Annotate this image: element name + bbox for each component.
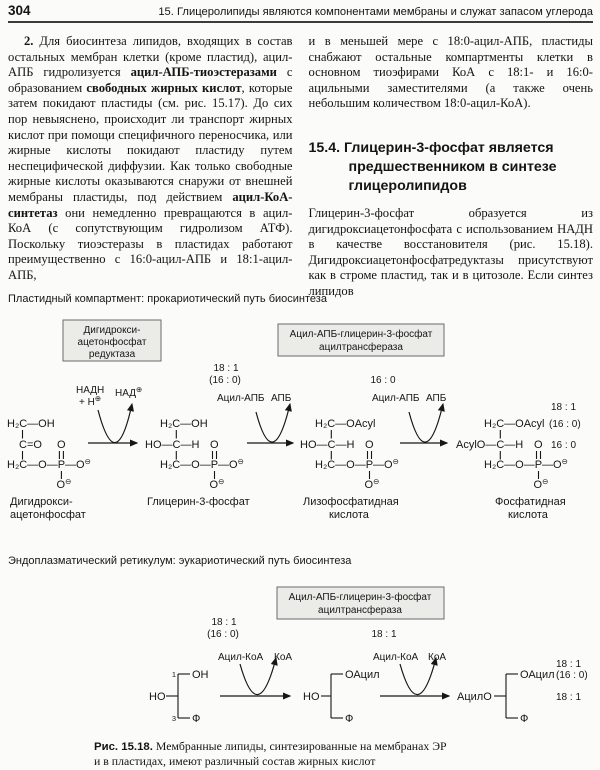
text-columns	[8, 34, 593, 300]
g3p-line4: O⊖	[209, 477, 225, 491]
page-number: 304	[8, 3, 31, 18]
section-heading-line2: предшественником в синтезе	[348, 158, 557, 175]
acyl-coa-in-label: Ацил-КоА	[218, 652, 264, 663]
enzyme-box-dhap-reductase	[63, 320, 161, 361]
svg-text:Дигидрокси-: Дигидрокси-	[83, 325, 141, 336]
left-column	[8, 34, 293, 300]
pa-line1: H₂C—OAcyl	[484, 418, 545, 430]
cofactor-curve-arrow	[98, 404, 132, 443]
structure-pa-shorthand	[457, 659, 588, 725]
pa-name-line2: кислота	[508, 509, 548, 521]
pa-ratio-sn1: (16 : 0)	[549, 419, 581, 430]
structure-lpa	[300, 418, 399, 521]
nadh-label: НАДН	[76, 385, 105, 396]
dhap-name-line1: Дигидрокси-	[10, 496, 73, 508]
enzyme-box-er-acyltransferase	[277, 587, 444, 619]
lpa-line4: O⊖	[364, 477, 380, 491]
g3p-line3: H₂C—O—P—O⊖	[160, 457, 244, 471]
glycerol-phosphate: Ф	[192, 713, 201, 725]
caption-text-line2: и в пластидах, имеют различный состав жирных кислот	[94, 753, 376, 768]
svg-text:ацетонфосфат: ацетонфосфат	[77, 337, 147, 348]
pa-shorthand-bonds	[494, 674, 518, 718]
cofactor-curve-arrow	[240, 658, 276, 695]
dhap-line3: H₂C—O—P—O⊖	[7, 457, 91, 471]
lpa-line2: HO—C—H	[300, 439, 355, 451]
ratio-label: (16 : 0)	[209, 375, 241, 386]
g3p-bonds	[176, 430, 216, 479]
plastid-pathway-diagram	[0, 290, 600, 548]
structure-pa	[456, 402, 581, 521]
coa-out-label: КоА	[274, 652, 293, 663]
carbon-1-number: 1	[171, 670, 176, 679]
monoacyl-phosphate: Ф	[345, 713, 354, 725]
pa-ratio-top: 18 : 1	[551, 402, 577, 413]
acyl-apb-in-label: Ацил-АПБ	[372, 393, 420, 404]
pa-line4: O⊖	[533, 477, 549, 491]
carbon-3-number: 3	[171, 714, 176, 723]
pa-ratio-sn2: 18 : 1	[556, 692, 582, 703]
coa-out-label: КоА	[428, 652, 447, 663]
lpa-name-line2: кислота	[329, 509, 369, 521]
dhap-name-line2: ацетонфосфат	[10, 509, 86, 521]
item-number: 2.	[24, 34, 34, 48]
pa-ratio-top: 18 : 1	[556, 659, 582, 670]
glycerol-ho: HO	[149, 691, 166, 703]
paragraph-continuation: и в меньшей мере с 18:0-ацил-АПБ, пластиды снабжают остальные компартменты клетки в основном тиоэфирами КоА с 18:1- и 16:0-ацильными заместителями (а также очень небольшим количеством 18:0-ацил-КоА).	[308, 34, 593, 111]
er-pathway-diagram	[0, 550, 600, 738]
acyl-apb-in-label: Ацил-АПБ	[217, 393, 265, 404]
lpa-name-line1: Лизофосфатидная	[303, 496, 399, 508]
cofactor-curve-arrow	[256, 404, 290, 442]
acyl-coa-in-label: Ацил-КоА	[373, 652, 419, 663]
pa-bonds	[500, 430, 540, 479]
nad-label: НАД⊕	[115, 385, 143, 399]
ratio-label: 18 : 1	[371, 629, 397, 640]
plastid-section-title: Пластидный компартмент: прокариотический путь биосинтеза	[8, 293, 327, 305]
pa-oacyl: ОАцил	[520, 669, 555, 681]
pa-name-line1: Фосфатидная	[495, 496, 566, 508]
cofactor-curve-arrow	[409, 404, 443, 442]
glycerol-bonds	[166, 674, 190, 718]
ratio-label: 18 : 1	[213, 363, 239, 374]
pa-line2: AcylO—C—H	[456, 439, 524, 451]
term-acyl-coa-synthetase: ацил-КоА-синтетаз	[8, 189, 293, 220]
figure-caption	[94, 740, 447, 768]
structure-glycerol-shorthand	[149, 669, 209, 725]
section-heading-line1: 15.4. Глицерин-3-фосфат является	[308, 139, 554, 156]
g3p-line1: H₂C—OH	[160, 418, 208, 430]
page-header	[8, 3, 593, 23]
section-heading-line3: глицеролипидов	[348, 177, 467, 194]
cofactor-curve-arrow	[400, 658, 436, 695]
dhap-line4: O⊖	[56, 477, 72, 491]
svg-text:Ацил-АПБ-глицерин-3-фосфат: Ацил-АПБ-глицерин-3-фосфат	[289, 329, 433, 340]
reaction-arrows	[220, 658, 449, 696]
monoacyl-ho: HO	[303, 691, 320, 703]
caption-text-line1: Мембранные липиды, синтезированные на мембранах ЭР	[152, 739, 447, 753]
g3p-line2: HO—C—H	[145, 439, 200, 451]
ratio-label: 18 : 1	[211, 617, 237, 628]
dhap-bonds	[23, 430, 64, 479]
lpa-line3: H₂C—O—P—O⊖	[315, 457, 399, 471]
pa-line3: H₂C—O—P—O⊖	[484, 457, 568, 471]
term-thioesterase: ацил-АПБ-тиоэстеразами	[130, 65, 277, 80]
g3p-phosphate-o: O	[210, 439, 219, 451]
right-column	[309, 34, 594, 300]
paragraph-2: 2. Для биосинтеза липидов, входящих в состав остальных мембран клетки (кроме пластид), ацил-АПБ гидролизуется ацил-АПБ-тиоэстеразами с образованием свободных жирных кислот, которые затем покидают пластиды (см. рис. 15.17). До сих пор невыяснено, происходит ли транспорт жирных кислот при помощи специфичного переносчика, или жирные кислоты покидают пластиду путем неспецифической диффузии. Как только свободные жирные кислоты оказываются снаружи от внешней мембраны пластиды, под действием ацил-КоА-синтетаз они немедленно превращаются в ацил-КоА (с сопутствующим гидролизом АТФ). Поскольку тиоэстеразы в пластидах работают преимущественно с 16:0-ацил-АПБ и 18:1-ацил-АПБ,	[8, 34, 293, 282]
pa-acylo: АцилО	[457, 691, 492, 703]
glycerol-oh: OH	[192, 669, 209, 681]
reaction-arrows	[88, 404, 447, 443]
caption-number: Рис. 15.18.	[94, 741, 153, 753]
apb-out-label: АПБ	[271, 393, 292, 404]
paragraph-section-body: Глицерин-3-фосфат образуется из дигидроксиацетонфосфата с использованием НАДН в качестве восстановителя (рис. 15.18). Дигидроксиацетонфосфатредуктазы присутствуют как в строме пластид, так и в цитозоле. Если синтез липидов	[308, 205, 593, 298]
pa-phosphate: Ф	[520, 713, 529, 725]
dhap-phosphate-o: O	[57, 439, 66, 451]
section-heading	[309, 139, 594, 196]
running-title: 15. Глицеролипиды являются компонентами мембраны и служат запасом углерода	[158, 6, 593, 18]
lpa-line1: H₂C—OAcyl	[315, 418, 376, 430]
svg-text:ацилтрансфераза: ацилтрансфераза	[319, 342, 403, 353]
er-section-title: Эндоплазматический ретикулум: эукариотический путь биосинтеза	[8, 555, 352, 567]
svg-text:Ацил-АПБ-глицерин-3-фосфат: Ацил-АПБ-глицерин-3-фосфат	[288, 592, 432, 603]
structure-monoacyl-shorthand	[303, 669, 380, 725]
apb-out-label: АПБ	[426, 393, 447, 404]
dhap-line2: C=O	[19, 439, 42, 451]
enzyme-box-acyltransferase	[278, 324, 444, 356]
monoacyl-bonds	[321, 674, 343, 718]
g3p-name: Глицерин-3-фосфат	[147, 496, 250, 508]
dhap-line1: H₂C—OH	[7, 418, 55, 430]
lpa-phosphate-o: O	[365, 439, 374, 451]
ratio-label: (16 : 0)	[207, 629, 239, 640]
pa-phosphate-o: O	[534, 439, 543, 451]
structure-g3p	[145, 418, 250, 508]
pa-ratio-sn2: 16 : 0	[551, 440, 577, 451]
svg-text:ацилтрансфераза: ацилтрансфераза	[318, 605, 402, 616]
ratio-label: 16 : 0	[370, 375, 396, 386]
svg-text:редуктаза: редуктаза	[88, 349, 136, 360]
pa-ratio-sn1: (16 : 0)	[556, 670, 588, 681]
structure-dhap	[7, 418, 91, 521]
h-plus-label: + Н⊕	[79, 394, 102, 408]
lpa-bonds	[331, 430, 371, 479]
monoacyl-oacyl: ОАцил	[345, 669, 380, 681]
term-free-fatty-acids: свободных жирных кислот	[86, 80, 242, 95]
